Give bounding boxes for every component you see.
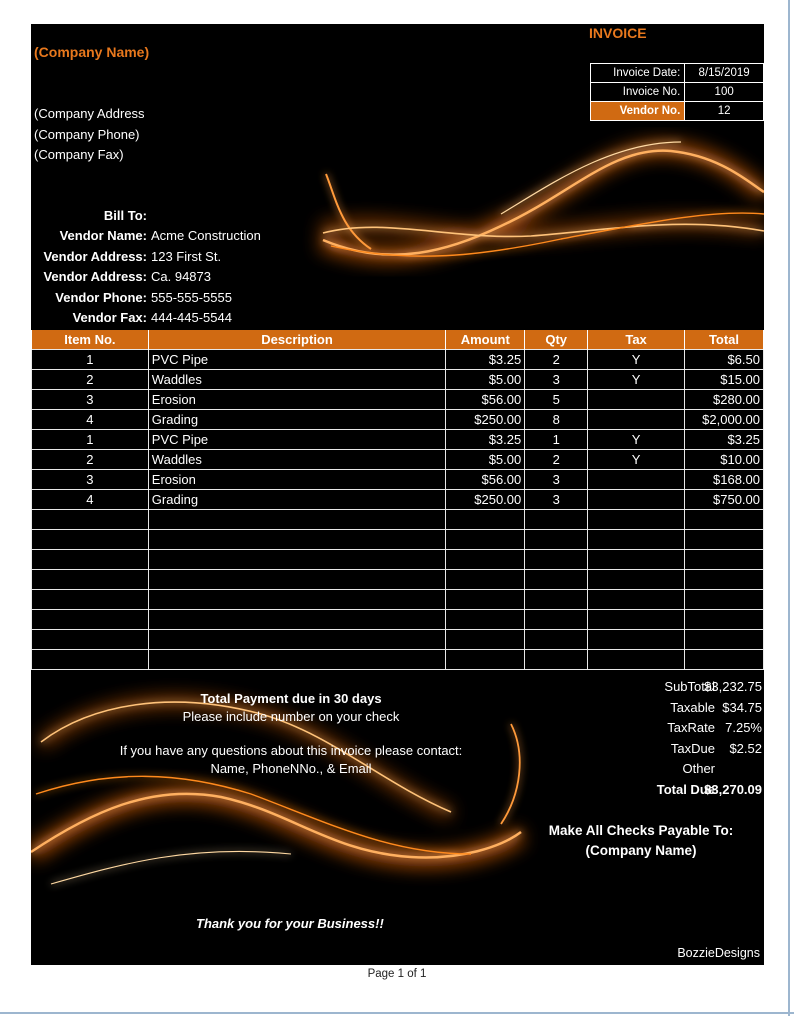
table-cell xyxy=(588,630,685,650)
table-cell: 2 xyxy=(525,450,588,470)
payment-terms: Total Payment due in 30 days xyxy=(200,691,382,706)
meta-label: Vendor No. xyxy=(591,102,685,121)
bill-to-value: 444-445-5544 xyxy=(151,310,232,325)
meta-row xyxy=(591,64,764,83)
table-cell: PVC Pipe xyxy=(148,430,446,450)
table-cell xyxy=(446,610,525,630)
table-cell: 2 xyxy=(32,450,149,470)
table-cell xyxy=(588,510,685,530)
table-cell xyxy=(446,550,525,570)
table-cell: $56.00 xyxy=(446,390,525,410)
table-cell xyxy=(32,510,149,530)
contact-note: If you have any questions about this invoice please contact: xyxy=(119,743,463,758)
bill-to-row xyxy=(31,310,232,328)
summary-label: Other xyxy=(682,761,715,776)
table-cell xyxy=(588,610,685,630)
meta-value: 8/15/2019 xyxy=(685,64,764,83)
table-cell xyxy=(525,510,588,530)
table-cell xyxy=(525,550,588,570)
table-cell: 5 xyxy=(525,390,588,410)
table-cell: $5.00 xyxy=(446,370,525,390)
table-cell: 3 xyxy=(525,490,588,510)
table-cell xyxy=(148,650,446,670)
page-footer: Page 1 of 1 xyxy=(367,968,427,980)
table-row xyxy=(32,510,764,530)
table-row xyxy=(32,610,764,630)
table-cell: $5.00 xyxy=(446,450,525,470)
table-cell xyxy=(32,570,149,590)
company-address: (Company Address xyxy=(34,106,145,121)
company-phone: (Company Phone) xyxy=(34,127,140,142)
column-header: Item No. xyxy=(32,330,149,350)
table-cell xyxy=(148,530,446,550)
summary-row xyxy=(591,782,764,800)
table-cell: 3 xyxy=(32,390,149,410)
table-row xyxy=(32,470,764,490)
column-header: Tax xyxy=(588,330,685,350)
bill-to-label: Vendor Name: xyxy=(59,228,147,243)
table-cell xyxy=(148,610,446,630)
bill-to-value: Ca. 94873 xyxy=(151,269,211,284)
invoice-meta-table xyxy=(590,63,764,121)
table-cell xyxy=(525,570,588,590)
invoice-title: INVOICE xyxy=(589,25,647,41)
table-cell xyxy=(148,590,446,610)
company-name: (Company Name) xyxy=(34,44,150,60)
table-cell xyxy=(588,590,685,610)
table-cell xyxy=(588,550,685,570)
contact-details: Name, PhoneNNo., & Email xyxy=(210,761,372,776)
table-cell xyxy=(588,390,685,410)
table-cell: Grading xyxy=(148,490,446,510)
table-cell xyxy=(32,630,149,650)
table-cell xyxy=(32,530,149,550)
table-row xyxy=(32,430,764,450)
table-cell: 2 xyxy=(32,370,149,390)
table-cell: Grading xyxy=(148,410,446,430)
frame-right-edge xyxy=(788,0,790,1016)
summary-row xyxy=(591,679,764,697)
table-cell xyxy=(684,610,763,630)
table-cell: Y xyxy=(588,370,685,390)
summary-value: $34.75 xyxy=(722,699,762,715)
meta-row xyxy=(591,83,764,102)
summary-value: $3,232.75 xyxy=(704,679,762,694)
table-row xyxy=(32,650,764,670)
table-cell: $56.00 xyxy=(446,470,525,490)
table-row xyxy=(32,390,764,410)
company-fax: (Company Fax) xyxy=(34,147,124,162)
table-cell: $15.00 xyxy=(684,370,763,390)
table-cell xyxy=(684,590,763,610)
table-cell xyxy=(148,630,446,650)
frame-bottom-edge xyxy=(0,1012,794,1014)
table-cell: 1 xyxy=(32,430,149,450)
table-cell: PVC Pipe xyxy=(148,350,446,370)
table-row xyxy=(32,450,764,470)
table-cell: $3.25 xyxy=(446,350,525,370)
summary-row xyxy=(591,720,764,738)
table-cell xyxy=(684,510,763,530)
summary-row xyxy=(591,700,764,718)
table-cell xyxy=(684,550,763,570)
table-row xyxy=(32,350,764,370)
table-row xyxy=(32,590,764,610)
items-header-row xyxy=(32,330,764,350)
bill-to-value: 555-555-5555 xyxy=(151,289,232,305)
bill-to-label: Vendor Address: xyxy=(43,248,147,264)
table-cell: 2 xyxy=(525,350,588,370)
table-row xyxy=(32,550,764,570)
table-cell xyxy=(148,570,446,590)
thank-you-note: Thank you for your Business!! xyxy=(196,916,384,931)
table-cell: $3.25 xyxy=(446,430,525,450)
summary-row xyxy=(591,741,764,759)
table-cell xyxy=(148,550,446,570)
table-cell xyxy=(684,630,763,650)
table-row xyxy=(32,530,764,550)
table-cell: 1 xyxy=(32,350,149,370)
table-cell: $250.00 xyxy=(446,490,525,510)
table-cell: 3 xyxy=(525,470,588,490)
table-cell: $168.00 xyxy=(684,470,763,490)
table-cell: $10.00 xyxy=(684,450,763,470)
payable-to-label: Make All Checks Payable To: xyxy=(548,823,734,838)
line-items-table xyxy=(31,330,764,670)
table-row xyxy=(32,630,764,650)
table-cell: 4 xyxy=(32,410,149,430)
table-cell: 3 xyxy=(525,370,588,390)
brand-credit: BozzieDesigns xyxy=(677,946,760,960)
table-cell xyxy=(525,590,588,610)
payable-company-name: (Company Name) xyxy=(585,843,697,858)
meta-label: Invoice Date: xyxy=(591,64,685,83)
table-row xyxy=(32,490,764,510)
bill-to-row xyxy=(31,228,261,246)
table-cell xyxy=(588,530,685,550)
table-cell: 1 xyxy=(525,430,588,450)
table-cell: Waddles xyxy=(148,370,446,390)
summary-label: Taxable xyxy=(670,699,715,715)
summary-label: TaxRate xyxy=(667,720,715,735)
summary-value: 7.25% xyxy=(725,720,762,735)
table-cell: Y xyxy=(588,350,685,370)
table-cell xyxy=(684,650,763,670)
table-cell: Erosion xyxy=(148,390,446,410)
table-cell xyxy=(446,530,525,550)
table-cell xyxy=(32,590,149,610)
summary-label: Total Due xyxy=(656,781,715,797)
table-cell: 8 xyxy=(525,410,588,430)
bill-to-value: 123 First St. xyxy=(151,248,222,264)
table-cell: $2,000.00 xyxy=(684,410,763,430)
table-cell xyxy=(446,570,525,590)
table-cell xyxy=(525,630,588,650)
table-cell: $3.25 xyxy=(684,430,763,450)
table-cell xyxy=(148,510,446,530)
column-header: Qty xyxy=(525,330,588,350)
summary-label: SubTotal xyxy=(664,679,715,694)
table-cell xyxy=(525,610,588,630)
column-header: Description xyxy=(148,330,446,350)
table-cell xyxy=(446,650,525,670)
column-header: Total xyxy=(684,330,763,350)
meta-label: Invoice No. xyxy=(591,83,685,102)
table-cell xyxy=(588,490,685,510)
table-cell: Waddles xyxy=(148,450,446,470)
table-cell xyxy=(446,630,525,650)
bill-to-row xyxy=(31,248,222,267)
bill-to-label: Vendor Fax: xyxy=(72,310,147,325)
table-row xyxy=(32,410,764,430)
table-cell xyxy=(525,650,588,670)
table-cell: $6.50 xyxy=(684,350,763,370)
table-cell xyxy=(588,410,685,430)
table-cell xyxy=(32,610,149,630)
table-cell xyxy=(684,530,763,550)
meta-value: 100 xyxy=(685,83,764,102)
table-cell xyxy=(32,650,149,670)
table-cell: Erosion xyxy=(148,470,446,490)
table-cell: 3 xyxy=(32,470,149,490)
summary-row xyxy=(591,761,764,779)
bill-to-value: Acme Construction xyxy=(151,228,261,243)
table-cell xyxy=(588,650,685,670)
table-cell: 4 xyxy=(32,490,149,510)
table-cell: Y xyxy=(588,430,685,450)
table-row xyxy=(32,570,764,590)
summary-label: TaxDue xyxy=(670,740,715,756)
table-cell xyxy=(32,550,149,570)
table-cell xyxy=(525,530,588,550)
table-cell: $280.00 xyxy=(684,390,763,410)
bill-to-row xyxy=(31,269,211,287)
table-cell xyxy=(446,590,525,610)
summary-value: $2.52 xyxy=(729,740,762,756)
bill-to-label: Vendor Phone: xyxy=(55,289,147,305)
table-cell xyxy=(588,470,685,490)
include-number-note: Please include number on your check xyxy=(182,709,400,724)
meta-value: 12 xyxy=(685,102,764,121)
table-cell xyxy=(684,570,763,590)
table-cell: $250.00 xyxy=(446,410,525,430)
meta-row xyxy=(591,102,764,121)
summary-value: $3,270.09 xyxy=(704,781,762,797)
table-cell: Y xyxy=(588,450,685,470)
table-row xyxy=(32,370,764,390)
table-cell xyxy=(588,570,685,590)
bill-to-heading: Bill To: xyxy=(103,208,147,223)
bill-to-row xyxy=(31,289,232,308)
bill-to-label: Vendor Address: xyxy=(43,269,147,284)
column-header: Amount xyxy=(446,330,525,350)
invoice-sheet xyxy=(31,24,764,965)
table-cell: $750.00 xyxy=(684,490,763,510)
table-cell xyxy=(446,510,525,530)
